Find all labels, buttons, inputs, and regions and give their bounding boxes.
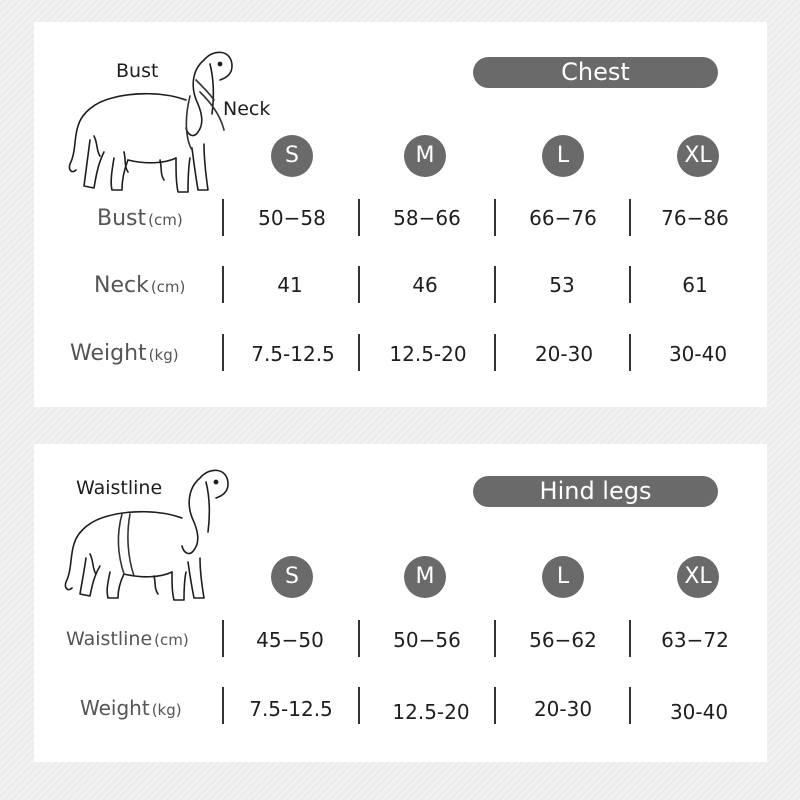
unit-label: (cm) — [150, 278, 186, 296]
chest-size-panel — [34, 22, 767, 407]
column-divider — [629, 266, 631, 303]
cell-weight-m: 12.5-20 — [392, 700, 470, 724]
column-divider — [494, 620, 496, 657]
column-divider — [494, 199, 496, 236]
cell-bust-xl: 76−86 — [661, 206, 729, 230]
cell-waistline-m: 50−56 — [393, 628, 461, 652]
size-xl-badge: XL — [677, 556, 719, 598]
row-label-weight: Weight (kg) — [80, 696, 182, 720]
column-divider — [222, 199, 224, 236]
column-divider — [358, 620, 360, 657]
row-label-waistline: Waistline (cm) — [66, 628, 189, 650]
column-divider — [629, 687, 631, 724]
cell-neck-xl: 61 — [682, 273, 708, 297]
cell-waistline-s: 45−50 — [256, 628, 324, 652]
cell-neck-s: 41 — [277, 273, 303, 297]
size-l-badge: L — [542, 135, 584, 177]
cell-bust-s: 50−58 — [258, 206, 326, 230]
column-divider — [494, 687, 496, 724]
size-s-badge: S — [271, 135, 313, 177]
size-xl-badge: XL — [677, 135, 719, 177]
size-m-badge: M — [404, 135, 446, 177]
cell-weight-l: 20-30 — [534, 342, 594, 366]
column-divider — [358, 266, 360, 303]
unit-label: (cm) — [154, 631, 189, 649]
cell-waistline-l: 56−62 — [529, 628, 597, 652]
cell-neck-m: 46 — [412, 273, 438, 297]
unit-label: (kg) — [148, 346, 179, 364]
column-divider — [358, 334, 360, 371]
column-divider — [629, 620, 631, 657]
cell-weight-xl: 30-40 — [669, 700, 729, 724]
cell-bust-m: 58−66 — [393, 206, 461, 230]
size-l-badge: L — [542, 556, 584, 598]
column-divider — [222, 687, 224, 724]
bust-label: Bust — [116, 60, 159, 82]
neck-label: Neck — [223, 98, 271, 120]
unit-label: (kg) — [151, 701, 182, 719]
column-divider — [222, 620, 224, 657]
row-label-weight: Weight (kg) — [70, 341, 179, 366]
column-divider — [222, 334, 224, 371]
row-label-bust: Bust (cm) — [97, 206, 183, 231]
unit-label: (cm) — [148, 211, 183, 229]
size-m-badge: M — [404, 556, 446, 598]
hind-legs-header-pill: Hind legs — [473, 476, 718, 507]
cell-neck-l: 53 — [549, 273, 575, 297]
cell-waistline-xl: 63−72 — [661, 628, 729, 652]
cell-weight-s: 7.5-12.5 — [249, 697, 333, 721]
column-divider — [629, 334, 631, 371]
column-divider — [358, 199, 360, 236]
column-divider — [629, 199, 631, 236]
row-label-neck: Neck (cm) — [94, 273, 186, 298]
column-divider — [494, 266, 496, 303]
cell-bust-l: 66−76 — [529, 206, 597, 230]
cell-weight-xl: 30-40 — [668, 342, 728, 366]
hind-legs-size-panel — [34, 444, 767, 762]
size-s-badge: S — [271, 556, 313, 598]
chest-header-pill: Chest — [473, 57, 718, 88]
column-divider — [222, 266, 224, 303]
cell-weight-s: 7.5-12.5 — [251, 342, 335, 366]
column-divider — [494, 334, 496, 371]
column-divider — [358, 687, 360, 724]
cell-weight-m: 12.5-20 — [389, 342, 467, 366]
waistline-label: Waistline — [76, 477, 163, 499]
cell-weight-l: 20-30 — [533, 697, 593, 721]
